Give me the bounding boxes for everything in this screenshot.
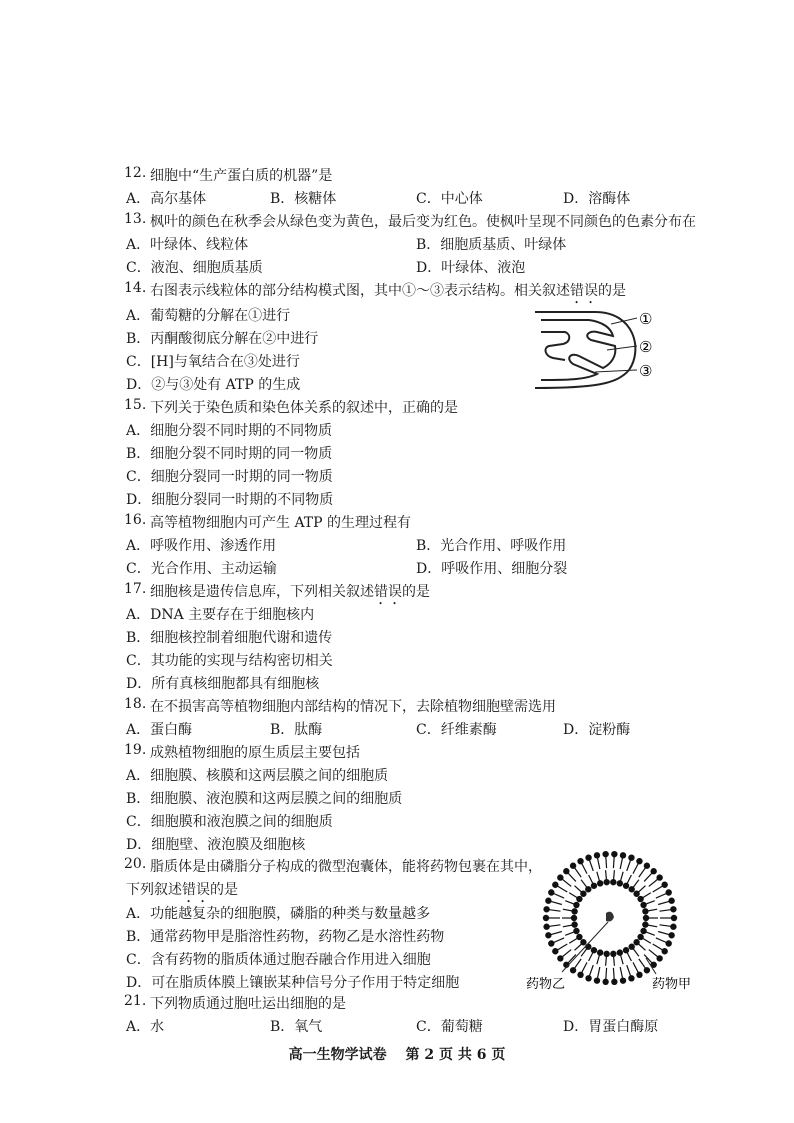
phospholipid-head — [666, 889, 672, 895]
phospholipid-tail — [637, 942, 646, 950]
question-number: 13. — [124, 211, 147, 227]
phospholipid-tail — [560, 950, 571, 959]
option-b: B．细胞分裂不同时期的同一物质 — [126, 446, 333, 462]
label-3: ③ — [639, 362, 653, 380]
option-b: B．肽酶 — [270, 722, 323, 738]
option-d: D．细胞壁、液泡膜及细胞核 — [126, 837, 306, 853]
phospholipid-head — [637, 896, 643, 902]
option-c: C．纤维素酶 — [416, 722, 497, 738]
phospholipid-head — [573, 928, 579, 934]
question-stem-end: 的是 — [598, 283, 626, 299]
liposome-diagram — [522, 850, 702, 1000]
phospholipid-tail — [641, 937, 651, 943]
option-c: C．液泡、细胞质基质 — [126, 260, 263, 276]
drug-a-label: 药物甲 — [652, 977, 692, 992]
option-d: D．所有真核细胞都具有细胞核 — [126, 676, 320, 692]
option-a: A．呼吸作用、渗透作用 — [126, 538, 277, 554]
question-stem-end: 的是 — [210, 882, 238, 898]
option-d: D．胃蛋白酶原 — [563, 1019, 659, 1035]
option-a: A．葡萄糖的分解在①进行 — [126, 308, 291, 324]
option-a: A．DNA 主要存在于细胞核内 — [126, 607, 315, 623]
question-stem: 右图表示线粒体的部分结构模式图，其中①～③表示结构。相关叙述 — [150, 283, 570, 299]
option-b: B．细胞质基质、叶绿体 — [416, 237, 567, 253]
phospholipid-tail — [575, 942, 584, 950]
phospholipid-tail — [566, 955, 576, 965]
option-d: D．淀粉酶 — [563, 722, 631, 738]
question-stem: 高等植物细胞内可产生 ATP 的生理过程有 — [150, 515, 412, 531]
option-b: B．通常药物甲是脂溶性药物，药物乙是水溶性药物 — [126, 929, 445, 945]
phospholipid-head — [576, 896, 582, 902]
phospholipid-tail — [575, 886, 584, 894]
question-stem: 成熟植物细胞的原生质层主要包括 — [150, 745, 360, 761]
question-stem: 下列物质通过胞吐运出细胞的是 — [150, 996, 346, 1012]
phospholipid-tail — [551, 938, 564, 944]
option-a: A．功能越复杂的细胞膜，磷脂的种类与数量越多 — [126, 906, 431, 922]
phospholipid-tail — [649, 878, 660, 887]
question-number: 17. — [124, 581, 147, 597]
phospholipid-tail — [653, 885, 665, 892]
phospholipid-tail — [566, 871, 576, 881]
question-number: 12. — [124, 165, 147, 181]
option-b: B．细胞膜、液泡膜和这两层膜之间的细胞质 — [126, 791, 403, 807]
option-a: A．蛋白酶 — [126, 722, 193, 738]
option-a: A．细胞膜、核膜和这两层膜之间的细胞质 — [126, 768, 389, 784]
phospholipid-tail — [649, 950, 660, 959]
phospholipid-tail — [656, 893, 669, 899]
phospholipid-tail — [581, 861, 587, 873]
phospholipid-tail — [639, 866, 647, 877]
option-d: D．细胞分裂同一时期的不同物质 — [126, 492, 334, 508]
option-a: A．叶绿体、线粒体 — [126, 237, 249, 253]
phospholipid-tail — [569, 893, 579, 899]
emphasis-wrong: 错误 — [570, 283, 598, 299]
option-b: B．光合作用、呼吸作用 — [416, 538, 567, 554]
question-number: 19. — [124, 742, 147, 758]
phospholipid-tail — [633, 861, 639, 873]
phospholipid-tail — [581, 880, 588, 890]
question-number: 16. — [124, 512, 147, 528]
option-c: C．含有药物的脂质体通过胞吞融合作用进入细胞 — [126, 952, 431, 968]
phospholipid-head — [640, 902, 646, 908]
phospholipid-tail — [632, 947, 639, 957]
phospholipid-tail — [551, 893, 564, 899]
option-d: D．呼吸作用、细胞分裂 — [416, 561, 568, 577]
phospholipid-head — [552, 882, 558, 888]
phospholipid-tail — [644, 871, 654, 881]
option-c: C．中心体 — [416, 191, 483, 207]
emphasis-wrong: 错误 — [374, 584, 402, 600]
phospholipid-tail — [573, 866, 581, 877]
phospholipid-tail — [641, 893, 651, 899]
phospholipid-tail — [653, 944, 665, 951]
question-stem: 脂质体是由磷脂分子构成的微型泡囊体，能将药物包裹在其中， — [150, 859, 542, 875]
phospholipid-head — [666, 940, 672, 946]
option-b: B．细胞核控制着细胞代谢和遗传 — [126, 630, 333, 646]
phospholipid-head — [548, 940, 554, 946]
phospholipid-head — [640, 928, 646, 934]
question-stem-end: 的是 — [402, 584, 430, 600]
phospholipid-head — [573, 902, 579, 908]
phospholipid-tail — [573, 959, 581, 970]
option-d: D．叶绿体、液泡 — [416, 260, 526, 276]
option-c: C．细胞膜和液泡膜之间的细胞质 — [126, 814, 333, 830]
phospholipid-tail — [581, 962, 587, 974]
phospholipid-tail — [632, 880, 639, 890]
option-c: C．细胞分裂同一时期的同一物质 — [126, 469, 333, 485]
emphasis-wrong: 错误 — [182, 882, 210, 898]
option-c: C．其功能的实现与结构密切相关 — [126, 653, 333, 669]
question-number: 15. — [124, 397, 147, 413]
option-c: C．葡萄糖 — [416, 1019, 483, 1035]
label-2: ② — [639, 338, 653, 356]
phospholipid-head — [637, 934, 643, 940]
phospholipid-tail — [639, 959, 647, 970]
phospholipid-tail — [560, 878, 571, 887]
option-b: B．丙酮酸彻底分解在②中进行 — [126, 331, 319, 347]
phospholipid-tail — [637, 886, 646, 894]
question-stem: 细胞中“生产蛋白质的机器”是 — [150, 168, 333, 184]
phospholipid-tail — [633, 962, 639, 974]
question-stem: 枫叶的颜色在秋季会从绿色变为黄色，最后变为红色。使枫叶呈现不同颜色的色素分布在 — [150, 214, 696, 230]
phospholipid-tail — [569, 937, 579, 943]
label-1: ① — [639, 310, 653, 328]
option-b: B．核糖体 — [270, 191, 337, 207]
option-c: C．[H]与氧结合在③处进行 — [126, 354, 300, 370]
option-a: A．细胞分裂不同时期的不同物质 — [126, 423, 333, 439]
question-stem-line2: 下列叙述 — [126, 882, 182, 898]
question-number: 21. — [124, 993, 147, 1009]
phospholipid-tail — [555, 944, 567, 951]
question-number: 18. — [124, 696, 147, 712]
option-a: A．水 — [126, 1019, 165, 1035]
page-footer: 高一生物学试卷 第 2 页 共 6 页 — [288, 1047, 506, 1063]
question-stem: 细胞核是遗传信息库，下列相关叙述 — [150, 584, 374, 600]
phospholipid-tail — [581, 947, 588, 957]
drug-b-label: 药物乙 — [526, 977, 566, 992]
phospholipid-head — [661, 948, 667, 954]
phospholipid-head — [548, 889, 554, 895]
phospholipid-head — [661, 882, 667, 888]
option-b: B．氧气 — [270, 1019, 323, 1035]
mitochondria-diagram — [525, 300, 685, 392]
phospholipid-tail — [656, 938, 669, 944]
option-c: C．光合作用、主动运输 — [126, 561, 277, 577]
option-a: A．高尔基体 — [126, 191, 207, 207]
option-d: D．溶酶体 — [563, 191, 631, 207]
question-number: 14. — [124, 280, 147, 296]
question-number: 20. — [124, 856, 147, 872]
option-d: D．②与③处有 ATP 的生成 — [126, 377, 301, 393]
phospholipid-head — [576, 934, 582, 940]
question-stem: 下列关于染色质和染色体关系的叙述中，正确的是 — [150, 400, 458, 416]
option-d: D．可在脂质体膜上镶嵌某种信号分子作用于特定细胞 — [126, 975, 460, 991]
question-stem: 在不损害高等植物细胞内部结构的情况下，去除植物细胞壁需选用 — [150, 699, 556, 715]
phospholipid-tail — [555, 885, 567, 892]
phospholipid-head — [552, 948, 558, 954]
